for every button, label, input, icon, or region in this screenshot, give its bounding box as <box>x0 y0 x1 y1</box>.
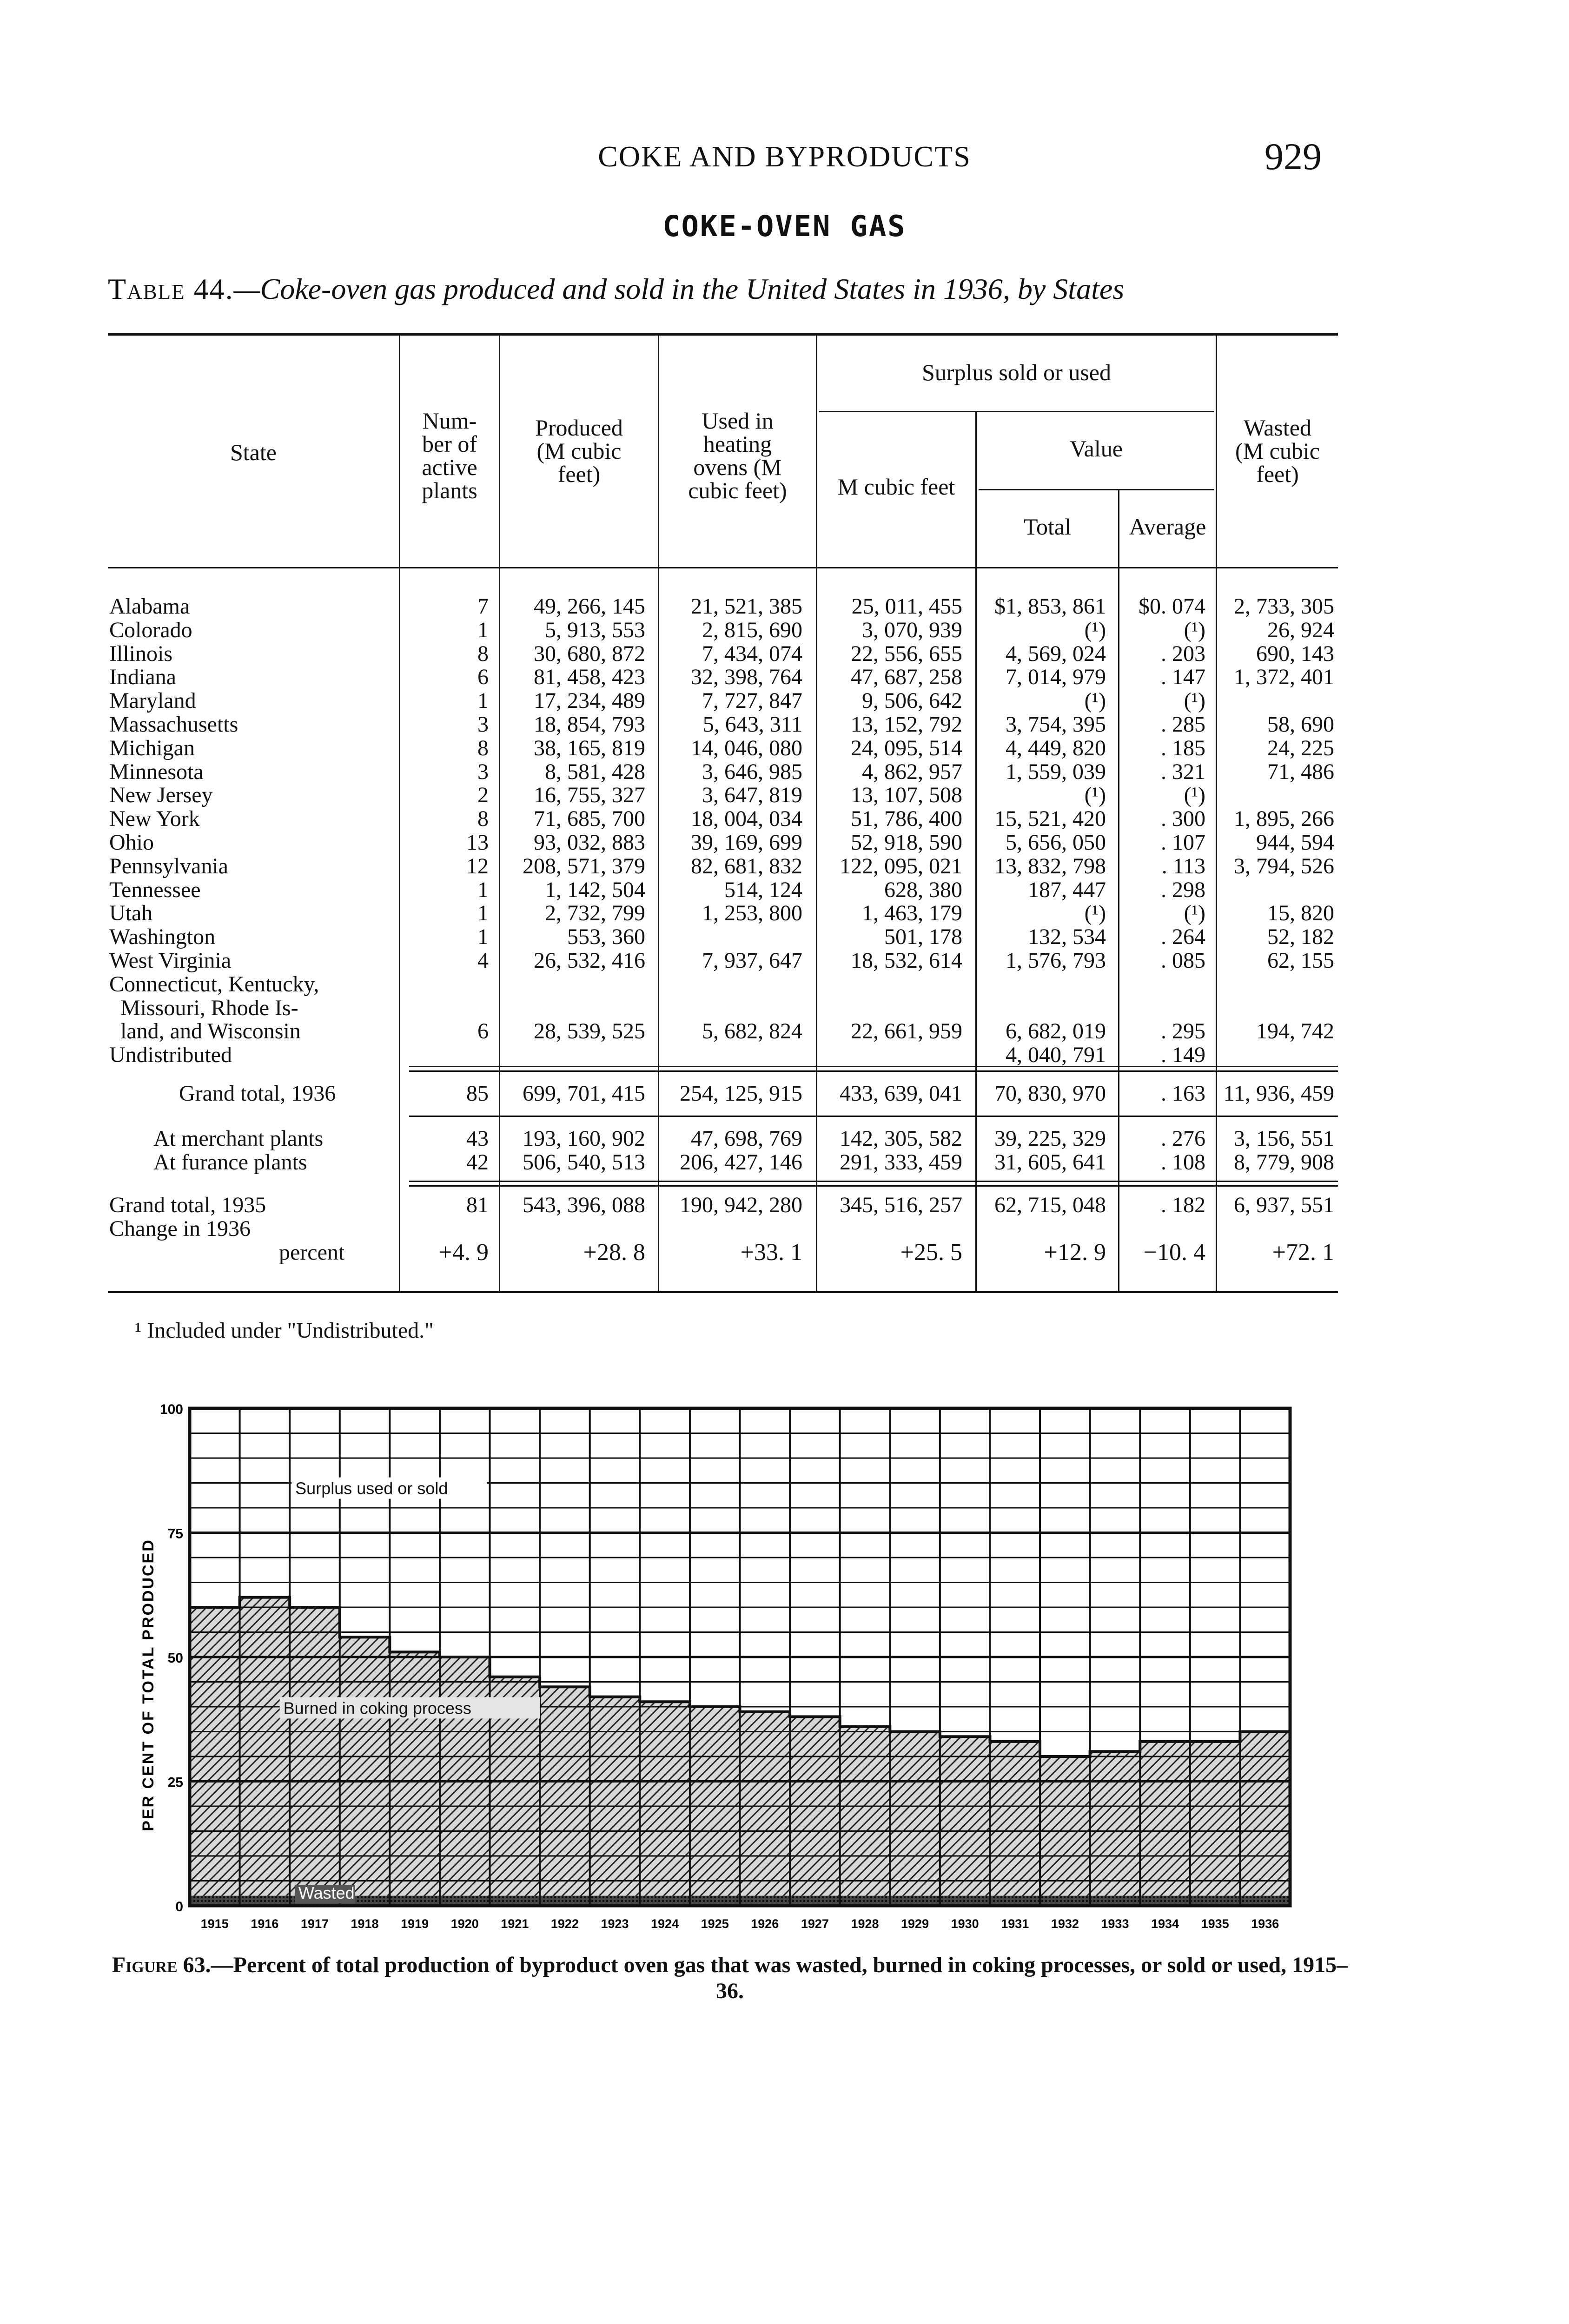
burned-area-segment <box>290 1607 340 1896</box>
header-used-line: ovens (M <box>693 454 782 480</box>
cell-wasted: 3, 156, 551 <box>1234 1126 1334 1151</box>
x-tick-label: 1917 <box>300 1917 329 1931</box>
x-tick-label: 1920 <box>450 1917 479 1931</box>
state-name: Ohio <box>109 830 154 855</box>
table-cell: 17, 234, 489 <box>534 688 645 713</box>
cell-total: 31, 605, 641 <box>994 1150 1106 1175</box>
series-label: Wasted <box>298 1883 355 1903</box>
cell-wasted: 6, 937, 551 <box>1234 1193 1334 1217</box>
state-name: Utah <box>109 901 153 926</box>
burned-area-segment <box>1040 1756 1090 1896</box>
table-cell: $0. 074 <box>1139 594 1205 619</box>
burned-area-segment <box>190 1607 240 1896</box>
table-cell: 14, 046, 080 <box>691 735 802 760</box>
state-name: Alabama <box>109 594 190 619</box>
table-cell: 8 <box>477 735 489 760</box>
table-cell: . 300 <box>1161 806 1205 832</box>
burned-area-segment <box>940 1736 990 1895</box>
x-tick-label: 1921 <box>501 1917 529 1931</box>
table-cell: 71, 486 <box>1267 759 1334 784</box>
table-cell: 52, 918, 590 <box>851 830 962 855</box>
table-cell: 13, 107, 508 <box>851 783 962 808</box>
burned-area-segment <box>740 1712 790 1896</box>
state-name: Maryland <box>109 688 196 713</box>
table-cell: 9, 506, 642 <box>862 688 962 713</box>
table-cell: 15, 820 <box>1267 901 1334 926</box>
x-tick-label: 1929 <box>901 1917 929 1931</box>
burned-area-segment <box>690 1707 740 1896</box>
table-cell: 2, 732, 799 <box>545 901 645 926</box>
table-cell: (¹) <box>1084 783 1106 808</box>
table-cell: 690, 143 <box>1256 641 1334 666</box>
page-number: 929 <box>1264 135 1322 178</box>
table-cell: 187, 447 <box>1028 877 1106 902</box>
cell-plants: 43 <box>466 1126 489 1151</box>
table-cell: 1, 372, 401 <box>1234 665 1334 690</box>
table-cell: 18, 854, 793 <box>534 712 645 737</box>
table-cell: (¹) <box>1184 901 1205 926</box>
table-cell: 6, 682, 019 <box>1006 1019 1106 1044</box>
table-cell: 51, 786, 400 <box>851 806 962 832</box>
table-cell: 6 <box>477 1019 489 1044</box>
table-cell: 1, 463, 179 <box>862 901 962 926</box>
table-cell: 5, 643, 311 <box>702 712 802 737</box>
header-mcf: M cubic feet <box>837 474 955 500</box>
cell-mcf: 345, 516, 257 <box>840 1193 962 1217</box>
table-cell: 944, 594 <box>1256 830 1334 855</box>
burned-area-segment <box>240 1598 290 1896</box>
cell-mcf: 142, 305, 582 <box>840 1126 962 1151</box>
burned-area-segment <box>590 1697 640 1896</box>
table-cell: 3 <box>477 759 489 784</box>
table-cell: 81, 458, 423 <box>534 665 645 690</box>
table-cell: 5, 682, 824 <box>702 1019 802 1044</box>
table-cell: 52, 182 <box>1267 924 1334 950</box>
table-cell: 15, 521, 420 <box>994 806 1106 832</box>
table-cell: 4, 569, 024 <box>1006 641 1106 666</box>
cell-used: 254, 125, 915 <box>680 1081 802 1106</box>
header-average: Average <box>1129 514 1206 540</box>
table-cell: . 298 <box>1161 877 1205 902</box>
cell-produced: 193, 160, 902 <box>523 1126 645 1151</box>
cell-used: +33. 1 <box>740 1239 802 1266</box>
header-wasted-line: (M cubic <box>1235 438 1320 464</box>
header-produced-line: (M cubic <box>536 438 622 464</box>
state-name: New York <box>109 806 200 832</box>
burned-area-segment <box>340 1637 390 1895</box>
cell-plants: 81 <box>466 1193 489 1217</box>
table-cell: . 185 <box>1161 735 1205 760</box>
x-tick-label: 1930 <box>951 1917 979 1931</box>
series-label: Burned in coking process <box>283 1698 471 1718</box>
table-cell: 1 <box>477 877 489 902</box>
table-cell: 8 <box>477 806 489 832</box>
row-label: Grand total, 1935 <box>109 1193 266 1217</box>
y-axis-label: PER CENT OF TOTAL PRODUCED <box>139 1538 157 1831</box>
table-cell: 5, 656, 050 <box>1006 830 1106 855</box>
burned-area-segment <box>640 1702 690 1895</box>
table-cell: 6 <box>477 665 489 690</box>
table-cell: 628, 380 <box>884 877 962 902</box>
table-cell: 28, 539, 525 <box>534 1019 645 1044</box>
table-cell: (¹) <box>1184 617 1205 642</box>
table-cell: 3, 070, 939 <box>862 617 962 642</box>
cell-used: 206, 427, 146 <box>680 1150 802 1175</box>
cell-total: +12. 9 <box>1044 1239 1106 1266</box>
cell-produced: +28. 8 <box>583 1239 645 1266</box>
cell-average: . 182 <box>1161 1193 1205 1217</box>
table-cell: 18, 532, 614 <box>851 948 962 973</box>
y-tick-label: 25 <box>167 1775 183 1790</box>
state-name: Massachusetts <box>109 712 238 737</box>
table-cell: 7, 937, 647 <box>702 948 802 973</box>
cell-total: 39, 225, 329 <box>994 1126 1106 1151</box>
table-title: —Coke-oven gas produced and sold in the United States in 1936, by States <box>233 272 1125 305</box>
table-cell: 1 <box>477 901 489 926</box>
table-cell: 8 <box>477 641 489 666</box>
x-tick-label: 1919 <box>401 1917 429 1931</box>
table-cell: 22, 661, 959 <box>851 1019 962 1044</box>
table-cell: 24, 225 <box>1267 735 1334 760</box>
table-cell: (¹) <box>1084 901 1106 926</box>
table-cell: 1, 559, 039 <box>1006 759 1106 784</box>
x-tick-label: 1932 <box>1051 1917 1079 1931</box>
table-cell: 1, 576, 793 <box>1006 948 1106 973</box>
running-head: COKE AND BYPRODUCTS <box>598 140 971 173</box>
table-cell: . 149 <box>1161 1043 1205 1068</box>
state-name: Tennessee <box>109 877 201 902</box>
cell-mcf: +25. 5 <box>900 1239 962 1266</box>
table-cell: 1 <box>477 924 489 950</box>
cell-mcf: 291, 333, 459 <box>840 1150 962 1175</box>
burned-area-segment <box>440 1657 490 1896</box>
x-tick-label: 1925 <box>701 1917 729 1931</box>
cell-used: 190, 942, 280 <box>680 1193 802 1217</box>
table-cell: . 085 <box>1161 948 1205 973</box>
cell-wasted: 8, 779, 908 <box>1234 1150 1334 1175</box>
table-cell: 47, 687, 258 <box>851 665 962 690</box>
state-name: Pennsylvania <box>109 853 228 878</box>
table-cell: 4, 040, 791 <box>1006 1043 1106 1068</box>
cell-plants: +4. 9 <box>438 1239 489 1266</box>
table-cell: . 321 <box>1161 759 1205 784</box>
x-tick-label: 1915 <box>200 1917 229 1931</box>
table-cell: 25, 011, 455 <box>851 594 962 619</box>
x-tick-label: 1934 <box>1151 1917 1179 1931</box>
x-tick-label: 1928 <box>851 1917 879 1931</box>
table-cell: 7, 014, 979 <box>1006 665 1106 690</box>
header-plants-line: ber of <box>422 431 477 457</box>
table-cell: 132, 534 <box>1028 924 1106 950</box>
cell-total: 62, 715, 048 <box>994 1193 1106 1217</box>
table-cell: 18, 004, 034 <box>691 806 802 832</box>
table-cell: . 264 <box>1161 924 1205 950</box>
y-tick-label: 0 <box>175 1899 183 1915</box>
table-cell: $1, 853, 861 <box>994 594 1106 619</box>
figure-label: Figure 63. <box>112 1953 211 1977</box>
table-cell: 22, 556, 655 <box>851 641 962 666</box>
cell-produced: 543, 396, 088 <box>523 1193 645 1217</box>
cell-produced: 699, 701, 415 <box>523 1081 645 1106</box>
cell-produced: 506, 540, 513 <box>523 1150 645 1175</box>
table-cell: 58, 690 <box>1267 712 1334 737</box>
table-cell: 39, 169, 699 <box>691 830 802 855</box>
burned-area-segment <box>1140 1742 1190 1896</box>
x-tick-label: 1923 <box>601 1917 629 1931</box>
cell-plants: 85 <box>466 1081 489 1106</box>
header-total: Total <box>1023 514 1072 540</box>
cell-average: . 276 <box>1161 1126 1205 1151</box>
x-tick-label: 1927 <box>801 1917 829 1931</box>
table-cell: 1 <box>477 617 489 642</box>
table-cell: 5, 913, 553 <box>545 617 645 642</box>
y-tick-label: 75 <box>167 1526 183 1542</box>
cell-plants: 42 <box>466 1150 489 1175</box>
burned-area-segment <box>990 1742 1040 1896</box>
y-tick-label: 100 <box>159 1402 183 1417</box>
table-cell: 2, 815, 690 <box>702 617 802 642</box>
table-cell: 3, 647, 819 <box>702 783 802 808</box>
row-label: Grand total, 1936 <box>179 1081 336 1106</box>
table-cell: 4, 449, 820 <box>1006 735 1106 760</box>
table-cell: 208, 571, 379 <box>523 853 645 878</box>
x-tick-label: 1931 <box>1001 1917 1029 1931</box>
state-name: land, and Wisconsin <box>109 1019 301 1044</box>
header-state: State <box>230 439 277 465</box>
table-cell: 501, 178 <box>884 924 962 950</box>
header-plants-line: Num- <box>422 408 477 434</box>
state-name: Connecticut, Kentucky, <box>109 971 319 997</box>
x-tick-label: 1935 <box>1201 1917 1229 1931</box>
header-used-line: Used in <box>702 408 774 434</box>
table-cell: 1, 253, 800 <box>702 901 802 926</box>
table-cell: 3 <box>477 712 489 737</box>
table-cell: 1, 142, 504 <box>545 877 645 902</box>
table-cell: . 147 <box>1161 665 1205 690</box>
table-cell: 7, 434, 074 <box>702 641 802 666</box>
burned-area-segment <box>390 1652 440 1895</box>
table-cell: . 203 <box>1161 641 1205 666</box>
burned-area-segment <box>840 1727 890 1896</box>
cell-average: . 108 <box>1161 1150 1205 1175</box>
row-label: Change in 1936 <box>109 1216 251 1241</box>
table-cell: (¹) <box>1184 688 1205 713</box>
series-label: Surplus used or sold <box>295 1479 448 1498</box>
footnote: ¹ Included under "Undistributed." <box>135 1318 434 1343</box>
table-label: Table 44. <box>108 272 234 305</box>
table-cell: 26, 532, 416 <box>534 948 645 973</box>
table-cell: 122, 095, 021 <box>840 853 962 878</box>
state-name: Illinois <box>109 641 173 666</box>
table-cell: 4 <box>477 948 489 973</box>
table-cell: 514, 124 <box>724 877 802 902</box>
header-produced-line: feet) <box>557 461 601 487</box>
cell-wasted: 11, 936, 459 <box>1223 1081 1334 1106</box>
state-name: Indiana <box>109 665 176 690</box>
table-cell: 194, 742 <box>1256 1019 1334 1044</box>
table-cell: (¹) <box>1184 783 1205 808</box>
header-wasted-line: feet) <box>1256 461 1299 487</box>
cell-average: . 163 <box>1161 1081 1205 1106</box>
table-cell: 13 <box>466 830 489 855</box>
x-tick-label: 1918 <box>351 1917 379 1931</box>
state-name: Missouri, Rhode Is- <box>109 995 298 1020</box>
header-plants-line: plants <box>422 477 477 503</box>
x-tick-label: 1926 <box>751 1917 779 1931</box>
cell-average: −10. 4 <box>1143 1239 1205 1266</box>
table-cell: 93, 032, 883 <box>534 830 645 855</box>
table-cell: (¹) <box>1084 688 1106 713</box>
cell-used: 47, 698, 769 <box>691 1126 802 1151</box>
burned-area-segment <box>1190 1742 1240 1896</box>
table-cell: 26, 924 <box>1267 617 1334 642</box>
table-cell: 4, 862, 957 <box>862 759 962 784</box>
table-cell: 13, 832, 798 <box>994 853 1106 878</box>
state-name: Michigan <box>109 735 195 760</box>
table-cell: . 285 <box>1161 712 1205 737</box>
table-cell: 3, 754, 395 <box>1006 712 1106 737</box>
row-label: At merchant plants <box>153 1126 324 1151</box>
header-produced-line: Produced <box>535 415 623 441</box>
table-cell: 62, 155 <box>1267 948 1334 973</box>
table-cell: 12 <box>466 853 489 878</box>
state-name: Colorado <box>109 617 192 642</box>
table-cell: 21, 521, 385 <box>691 594 802 619</box>
state-name: Washington <box>109 924 216 950</box>
x-tick-label: 1933 <box>1101 1917 1129 1931</box>
table-cell: 82, 681, 832 <box>691 853 802 878</box>
figure-caption <box>107 1952 1353 2004</box>
state-name: Undistributed <box>109 1043 232 1068</box>
section-title: COKE-OVEN GAS <box>662 209 907 243</box>
burned-area-segment <box>1090 1751 1140 1895</box>
x-tick-label: 1922 <box>550 1917 579 1931</box>
y-tick-label: 50 <box>167 1651 183 1666</box>
header-used-line: cubic feet) <box>688 477 787 503</box>
table-cell: 2 <box>477 783 489 808</box>
table-cell: 7, 727, 847 <box>702 688 802 713</box>
table-cell: . 295 <box>1161 1019 1205 1044</box>
x-tick-label: 1924 <box>651 1917 679 1931</box>
table-cell: 16, 755, 327 <box>534 783 645 808</box>
figure-caption-text: —Percent of total production of byproduct oven gas that was wasted, burned in coking processes, or sold or used, 1915–36. <box>211 1953 1348 2003</box>
x-tick-label: 1936 <box>1251 1917 1279 1931</box>
header-surplus: Surplus sold or used <box>922 359 1111 385</box>
table-cell: 13, 152, 792 <box>851 712 962 737</box>
table-cell: 24, 095, 514 <box>851 735 962 760</box>
cell-wasted: +72. 1 <box>1272 1239 1334 1266</box>
table-cell: 1 <box>477 688 489 713</box>
row-label: At furance plants <box>153 1150 307 1175</box>
table-cell: 2, 733, 305 <box>1234 594 1334 619</box>
header-wasted-line: Wasted <box>1244 415 1311 441</box>
state-name: Minnesota <box>109 759 204 784</box>
header-value: Value <box>1070 436 1123 462</box>
row-label-unit: percent <box>279 1240 345 1265</box>
table-cell: 32, 398, 764 <box>691 665 802 690</box>
state-name: New Jersey <box>109 783 213 808</box>
table-cell: 7 <box>477 594 489 619</box>
burned-area-segment <box>540 1687 590 1895</box>
table-cell: 3, 794, 526 <box>1234 853 1334 878</box>
cell-total: 70, 830, 970 <box>994 1081 1106 1106</box>
x-tick-label: 1916 <box>251 1917 279 1931</box>
table-cell: 553, 360 <box>567 924 645 950</box>
table-cell: 30, 680, 872 <box>534 641 645 666</box>
table-cell: 1, 895, 266 <box>1234 806 1334 832</box>
state-name: West Virginia <box>109 948 232 973</box>
header-plants-line: active <box>422 454 477 480</box>
table-cell: . 113 <box>1161 853 1205 878</box>
table-cell: 8, 581, 428 <box>545 759 645 784</box>
table-cell: (¹) <box>1084 617 1106 642</box>
header-used-line: heating <box>703 431 772 457</box>
table-cell: 3, 646, 985 <box>702 759 802 784</box>
table-cell: 71, 685, 700 <box>534 806 645 832</box>
table-cell: 38, 165, 819 <box>534 735 645 760</box>
cell-mcf: 433, 639, 041 <box>840 1081 962 1106</box>
table-cell: . 107 <box>1161 830 1205 855</box>
table-cell: 49, 266, 145 <box>534 594 645 619</box>
